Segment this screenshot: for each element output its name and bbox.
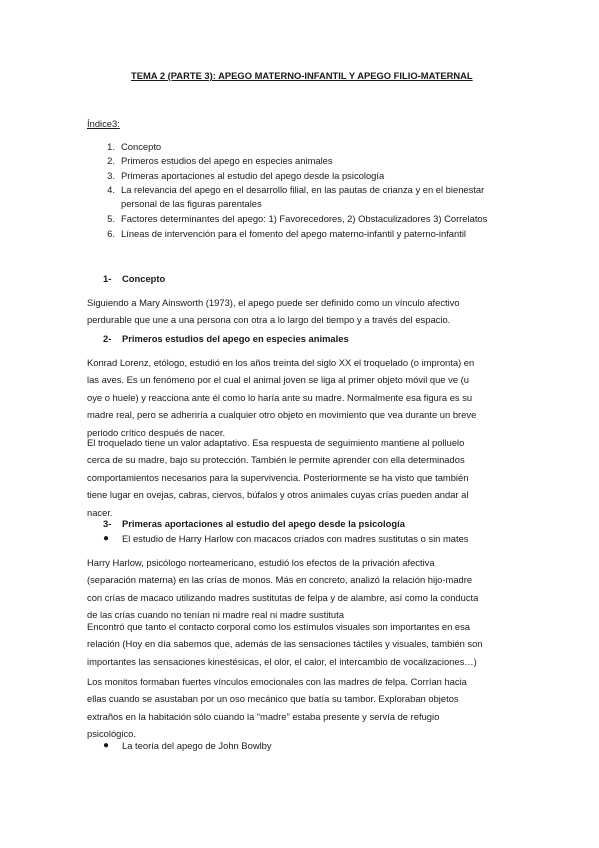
paragraph-line: (separación materna) en las crías de monos. Más en concreto, analizó la relación hijo-madre xyxy=(87,574,473,586)
paragraph-line: nacer. xyxy=(87,506,113,518)
paragraph-line: Encontró que tanto el contacto corporal como los estímulos visuales son importantes en esa xyxy=(87,621,471,632)
index-number: 1. xyxy=(107,141,115,152)
index-item: Primeros estudios del apego en especies animales xyxy=(121,155,333,166)
bullet-icon: ● xyxy=(103,740,110,751)
paragraph-line: periodo crítico después de nacer. xyxy=(87,426,226,438)
section-number: 1- xyxy=(103,273,112,284)
index-number: 4. xyxy=(107,184,115,195)
paragraph xyxy=(87,294,517,329)
paragraph xyxy=(87,354,517,441)
paragraph-line: Siguiendo a Mary Ainsworth (1973), el apego puede ser definido como un vínculo afectivo xyxy=(87,297,460,308)
section-number: 3- xyxy=(103,518,112,529)
section-heading: Primeros estudios del apego en especies animales xyxy=(122,333,349,344)
index-item-continued: personal de las figuras parentales xyxy=(121,198,262,209)
paragraph-line: comportamientos necesarios para la supervivencia. Posteriormente se ha visto que también xyxy=(87,471,469,483)
paragraph-line: perdurable que une a una persona con otra a lo largo del tiempo y a través del espacio. xyxy=(87,314,451,326)
paragraph xyxy=(87,554,517,624)
paragraph-line: Harry Harlow, psicólogo norteamericano, estudió los efectos de la privación afectiva xyxy=(87,557,435,568)
index-number: 6. xyxy=(107,228,115,239)
index-number: 5. xyxy=(107,213,115,224)
paragraph-line: oye o huele) y reacciona ante él como lo haría ante su madre. Normalmente esa figura es su xyxy=(87,391,473,403)
index-item: Líneas de intervención para el fomento del apego materno-infantil y paterno-infantil xyxy=(121,228,467,239)
paragraph-line: importantes las sensaciones kinestésicas, el olor, el calor, el intercambio de vocalizaciones…) xyxy=(87,655,477,667)
index-item: Primeras aportaciones al estudio del apego desde la psicología xyxy=(121,170,385,181)
section-number: 2- xyxy=(103,333,112,344)
index-heading: Índice3: xyxy=(87,118,120,129)
index-item: Factores determinantes del apego: 1) Favorecedores, 2) Obstaculizadores 3) Correlatos xyxy=(121,213,488,224)
paragraph xyxy=(87,618,517,670)
paragraph xyxy=(87,434,517,521)
paragraph-line: psicológico. xyxy=(87,728,136,740)
bullet-item: La teoría del apego de John Bowlby xyxy=(122,740,272,751)
paragraph-line: relación (Hoy en día sabemos que, además de las sensaciones táctiles y visuales, también son xyxy=(87,638,483,650)
index-item: Concepto xyxy=(121,141,162,152)
paragraph-line: las aves. Es un fenómeno por el cual el animal joven se liga al primer objeto móvil que ve (u xyxy=(87,374,469,386)
paragraph-line: madre real, pero se adheriría a cualquier otro objeto en movimiento que vea durante un breve xyxy=(87,409,477,421)
paragraph xyxy=(87,673,517,743)
paragraph-line: con crías de macaco utilizando madres sustitutas de felpa y de alambre, así como la conducta xyxy=(87,591,479,603)
document-title: TEMA 2 (PARTE 3): APEGO MATERNO-INFANTIL Y APEGO FILIO-MATERNAL xyxy=(131,70,473,81)
paragraph-line: cerca de su madre, bajo su protección. También le permite aprender con ella determinados xyxy=(87,454,465,466)
paragraph-line: de las crías cuando no tenían ni madre real ni madre sustituta xyxy=(87,609,344,621)
section-heading: Primeras aportaciones al estudio del apego desde la psicología xyxy=(122,518,405,529)
section-heading: Concepto xyxy=(122,273,166,284)
paragraph-line: tiene lugar en ovejas, cabras, ciervos, búfalos y otros animales cuyas crías pueden andar al xyxy=(87,489,469,501)
paragraph-line: Los monitos formaban fuertes vínculos emocionales con las madres de felpa. Corrían hacia xyxy=(87,676,467,687)
index-number: 3. xyxy=(107,170,115,181)
index-number: 2. xyxy=(107,155,115,166)
bullet-item: El estudio de Harry Harlow con macacos criados con madres sustitutas o sin mates xyxy=(122,533,469,544)
bullet-icon: ● xyxy=(103,533,110,544)
paragraph-line: Konrad Lorenz, etólogo, estudió en los años treinta del siglo XX el troquelado (o impronta) en xyxy=(87,357,475,368)
paragraph-line: ellas cuando se asustaban por un oso mecánico que batía su tambor. Exploraban objetos xyxy=(87,693,459,705)
paragraph-line: extraños en la habitación sólo cuando la “madre” estaba presente y servía de refugio xyxy=(87,710,440,722)
index-item: La relevancia del apego en el desarrollo filial, en las pautas de crianza y en el bienestar xyxy=(121,184,485,195)
paragraph-line: El troquelado tiene un valor adaptativo. Esa respuesta de seguimiento mantiene al polluelo xyxy=(87,437,465,448)
